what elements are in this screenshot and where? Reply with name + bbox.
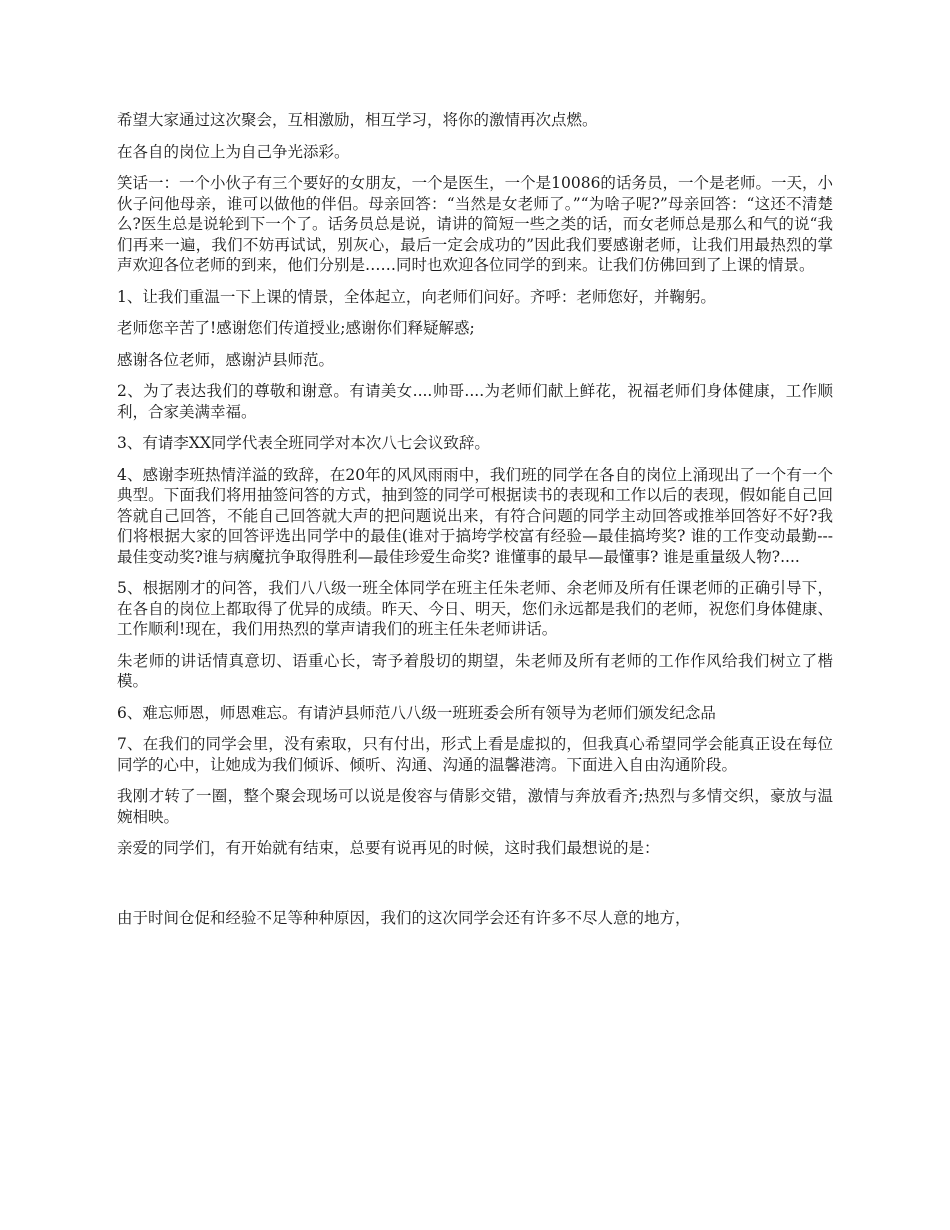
paragraph-item-3: 3、有请李XX同学代表全班同学对本次八七会议致辞。	[117, 434, 490, 452]
blank-line	[117, 870, 833, 908]
paragraph-thanks-school: 感谢各位老师，感谢泸县师范。	[117, 350, 335, 369]
paragraph-closing: 由于时间仓促和经验不足等种种原因，我们的这次同学会还有许多不尽人意的地方，	[117, 908, 691, 927]
paragraph-item-6: 6、难忘师恩，师恩难忘。有请泸县师范八八级一班班委会所有领导为老师们颁发纪念品	[117, 703, 716, 722]
paragraph-joke: 笑话一：一个小伙子有三个要好的女朋友，一个是医生，一个是10086的话务员，一个是老师。一天，小伙子问他母亲，谁可以做他的伴侣。母亲回答：“当然是女老师了。”“为啥子呢?”母亲回答：“这还不清楚么?医生总是说轮到下一个了。话务员总是说，请讲的简短一些之类的话，而女老师总是那么和气的说“我们再来一遍，我们不妨再试试，别灰心，最后一定会成功的”因此我们要感谢老师，让我们用最热烈的掌声欢迎各位老师的到来，他们分别是……同时也欢迎各位同学的到来。让我们仿佛回到了上课的情景。	[117, 174, 833, 274]
paragraph-item-2: 2、为了表达我们的尊敬和谢意。有请美女....帅哥....为老师们献上鲜花，祝福老师们身体健康，工作顺利，合家美满幸福。	[117, 382, 833, 421]
paragraph-teacher-speech: 朱老师的讲话情真意切、语重心长，寄予着殷切的期望，朱老师及所有老师的工作作风给我们树立了楷模。	[117, 651, 833, 690]
paragraph-item-5: 5、根据刚才的问答，我们八八级一班全体同学在班主任朱老师、余老师及所有任课老师的正确引导下，在各自的岗位上都取得了优异的成绩。昨天、今日、明天，您们永远都是我们的老师，祝您们身体健康、工作顺利!现在，我们用热烈的掌声请我们的班主任朱老师讲话。	[117, 579, 833, 638]
document-page	[117, 110, 833, 939]
paragraph-2: 在各自的岗位上为自己争光添彩。	[117, 142, 350, 161]
paragraph-thanks: 老师您辛苦了!感谢您们传道授业;感谢你们释疑解惑;	[117, 319, 475, 337]
paragraph-item-4: 4、感谢李班热情洋溢的致辞，在20年的风风雨雨中，我们班的同学在各自的岗位上涌现出了一个有一个典型。下面我们将用抽签问答的方式，抽到签的同学可根据读书的表现和工作以后的表现，假如能自己回答就自己回答，不能自己回答就大声的把问题说出来，有符合问题的同学主动回答或推举回答好不好?我们将根据大家的回答评选出同学中的最佳(谁对于搞垮学校富有经验—最佳搞垮奖? 谁的工作变动最勤---最佳变动奖?谁与病魔抗争取得胜利—最佳珍爱生命奖? 谁懂事的最早—最懂事? 谁是重量级人物?....	[117, 465, 833, 566]
paragraph-scene: 我刚才转了一圈，整个聚会现场可以说是俊容与倩影交错，激情与奔放看齐;热烈与多情交织，豪放与温婉相映。	[117, 787, 833, 826]
paragraph-item-7: 7、在我们的同学会里，没有索取，只有付出，形式上看是虚拟的，但我真心希望同学会能真正设在每位同学的心中，让她成为我们倾诉、倾听、沟通、沟通的温馨港湾。下面进入自由沟通阶段。	[117, 735, 833, 774]
paragraph-farewell: 亲爱的同学们，有开始就有结束，总要有说再见的时候，这时我们最想说的是：	[117, 839, 660, 857]
paragraph-item-1: 1、让我们重温一下上课的情景，全体起立，向老师们问好。齐呼：老师您好，并鞠躬。	[117, 287, 716, 306]
paragraph-1: 希望大家通过这次聚会，互相激励，相互学习，将你的激情再次点燃。	[117, 111, 598, 129]
